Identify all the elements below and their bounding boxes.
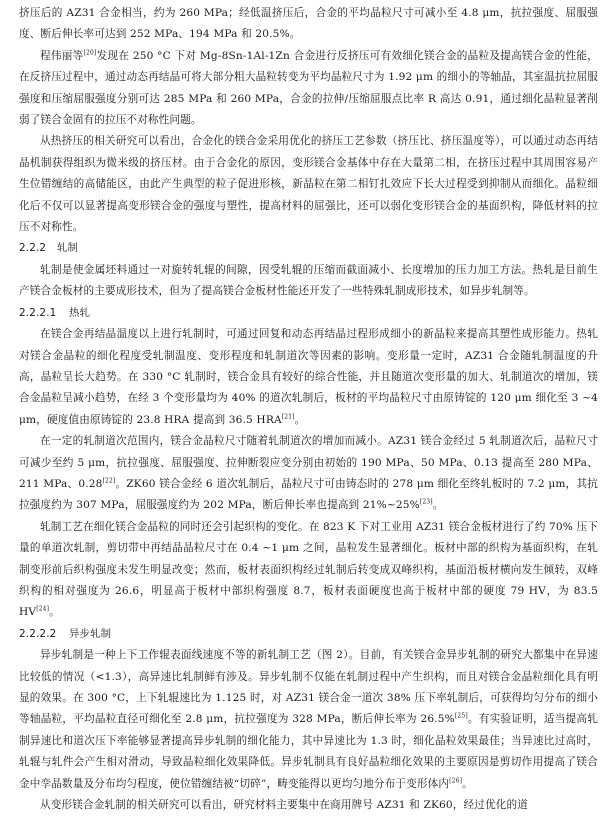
subsection-heading-hot-rolling: [19, 303, 598, 324]
paragraph-text: 轧制是使金属坯料通过一对旋转轧辊的间隙，因受轧辊的压缩而截面减小、长度增加的压力加工方法。热轧是目前生产镁合金板材的主要成形技术，但为了提高镁合金板材性能还开发了一些特殊轧制成形技术，如异步轧制等。: [19, 263, 598, 298]
section-title: 轧制: [57, 242, 79, 255]
section-heading-rolling: [19, 238, 598, 259]
paragraph-asymmetric-rolling: [19, 645, 598, 795]
paragraph-rolling-definition: [19, 260, 598, 303]
paragraph-rolling-passes: [19, 431, 598, 517]
paragraph-rolling-texture: [19, 517, 598, 624]
paragraph-extrusion-result: [19, 3, 598, 46]
paragraph-backward-extrusion: [19, 46, 598, 132]
subsection-heading-asymmetric-rolling: [19, 624, 598, 645]
section-number: 2.2.2.2: [19, 627, 57, 640]
section-number: 2.2.2.1: [19, 306, 57, 319]
section-number: 2.2.2: [19, 242, 47, 255]
paragraph-rolling-summary: [19, 795, 598, 816]
paragraph-extrusion-summary: [19, 131, 598, 238]
paragraph-text: 从热挤压的相关研究可以看出，合金化的镁合金采用优化的挤压工艺参数（挤压比、挤压温度等），可以通过动态再结晶机制获得组织为微米级的挤压材。由于合金化的原因，变形镁合金基体中存在大量第二相，在挤压过程中其周围容易产生位错缠结的高储能区，由此产生典型的粒子促进形核，新晶粒在第二相钉扎效应下长大过程受到抑制从而细化。晶粒细化后不仅可以显著提高变形镁合金的强度与塑性，提高材料的屈强比，还可以弱化变形镁合金的基面织构，降低材料的拉压不对称性。: [19, 135, 598, 234]
paragraph-text: 。: [49, 606, 60, 619]
paragraph-text: 在镁合金再结晶温度以上进行轧制时，可通过回复和动态再结晶过程形成细小的新晶粒来提高其塑性成形能力。热轧对镁合金晶粒的细化程度受轧制温度、变形程度和轧制道次等因素的影响。变形量一定时，AZ31 合金随轧制温度的升高，晶粒呈长大趋势。在 330 °C 轧制时，镁合金具有较好的综合性能，并且随道次变形量的加大、轧制道次的增加，镁合金晶粒呈减小趋势，在经 3 个变形量均为 40% 的道次轧制后，板材的平均晶粒尺寸由原铸锭的 120 μm 细化至 3 ~4 μm，硬度值由原铸锭的 23.8 HRA 提高到 36.5 HRA: [19, 328, 598, 426]
section-title: 热轧: [69, 306, 91, 319]
citation-ref: [26]: [449, 777, 463, 785]
citation-ref: [22]: [102, 477, 116, 485]
citation-ref: [21]: [281, 413, 295, 421]
citation-ref: [24]: [36, 605, 50, 613]
paragraph-text: 程伟丽等: [40, 49, 84, 62]
paragraph-text: 。ZK60 镁合金经 6 道次轧制后，晶粒尺寸可由铸态时的 278 μm 细化至终轧板时的 7.2 μm，其抗拉强度约为 307 MPa，屈服强度约为 202 MPa，断后伸长率也提高到 21%~25%: [19, 477, 598, 512]
paragraph-text: 。有实验证明，适当提高轧制异速比和道次压下率能够显著提高异步轧制的细化能力，其中异速比为 1.3 时，细化晶粒效果最佳；当异速比过高时，轧辊与轧件会产生相对滑动，导致晶粒细化效果降低。异步轧制具有良好晶粒细化效果的主要原因是剪切作用提高了镁合金中孪晶数量及分布均匀程度，使位错缠结被“切碎”，畴变能得以更均匀地分布于变形体内: [19, 713, 598, 790]
paragraph-text: 发现在 250 °C 下对 Mg-8Sn-1Al-1Zn 合金进行反挤压可有效细化镁合金的晶粒及提高镁合金的性能，在反挤压过程中，通过动态再结晶可将大部分粗大晶粒转变为平均晶粒尺寸为 1.92 μm 的细小的等轴晶，其室温抗拉屈服强度和压缩屈服强度分别可达 285 MPa 和 260 MPa，合金的拉伸/压缩屈服点比率 R 高达 0.91，通过细化晶粒显著削弱了镁合金固有的拉压不对称性问题。: [19, 49, 598, 127]
paragraph-text: 轧制工艺在细化镁合金晶粒的同时还会引起织构的变化。在 823 K 下对工业用 AZ31 镁合金板材进行了约 70% 压下量的单道次轧制，剪切带中再结晶晶粒尺寸在 0.4 ~1 μm 之间，晶粒发生显著细化。板材中部的织构为基面织构，在轧制变形前后织构强度未发生明显改变；然而，板材表面织构经过轧制后转变成双峰织构，基面沿板材横向发生倾转，双峰织构的相对强度为 26.6，明显高于板材中部织构强度 8.7，板材表面硬度也高于板材中部的硬度 79 HV，为 83.5 HV: [19, 520, 598, 619]
citation-ref: [25]: [454, 712, 468, 720]
paragraph-text: 异步轧制是一种上下工作辊表面线速度不等的新轧制工艺（图 2）。目前，有关镁合金异步轧制的研究大都集中在异速比较低的情况（<1.3），高异速比轧制鲜有涉及。异步轧制不仅能在轧制过程中产生织构，而且对镁合金晶粒细化具有明显的效果。在 300 °C，上下轧辊速比为 1.125 时，对 AZ31 镁合金一道次 38% 压下率轧制后，可获得均匀分布的细小等轴晶粒，平均晶粒直径可细化至 2.8 μm，抗拉强度为 328 MPa，断后伸长率为 26.5%: [19, 649, 598, 726]
citation-ref: [23]: [419, 498, 433, 506]
paragraph-text: 。: [432, 499, 444, 512]
citation-ref: [20]: [83, 49, 97, 57]
paragraph-text: 在一定的轧制道次范围内，镁合金晶粒尺寸随着轧制道次的增加而减小。AZ31 镁合金经过 5 轧制道次后，晶粒尺寸可减少至约 5 μm，抗拉强度、屈服强度、拉伸断裂应变分别由初始的 190 MPa、50 MPa、0.13 提高至 280 MPa、211 MPa、0.28: [19, 435, 598, 490]
paragraph-text: 。: [462, 777, 473, 790]
paragraph-text: 挤压后的 AZ31 合金相当，约为 260 MPa；经低温挤压后，合金的平均晶粒尺寸可减小至 4.8 μm，抗拉强度、屈服强度、断后伸长率可达到 252 MPa、194 MPa 和 20.5%。: [19, 7, 598, 41]
paragraph-text: 从变形镁合金轧制的相关研究可以看出，研究材料主要集中在商用牌号 AZ31 和 ZK60，经过优化的道: [40, 799, 529, 812]
section-title: 异步轧制: [69, 627, 112, 640]
paragraph-text: 。: [294, 413, 306, 426]
paragraph-hot-rolling-temperature: [19, 324, 598, 431]
